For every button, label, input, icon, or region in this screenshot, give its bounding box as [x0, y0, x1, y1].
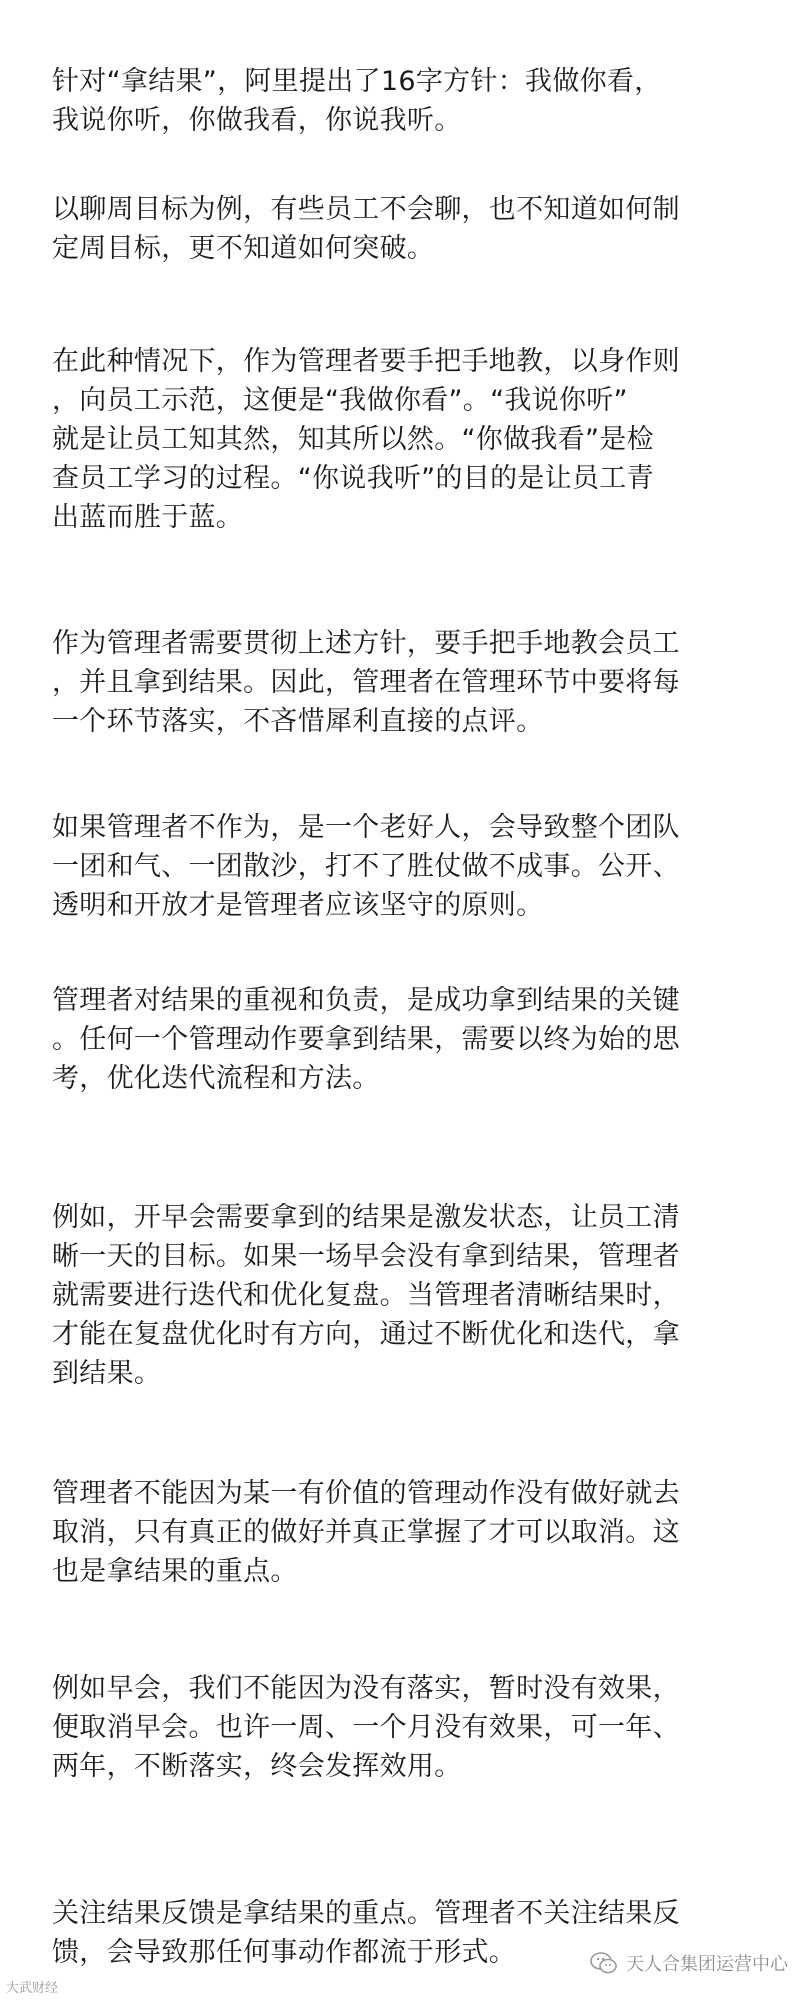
paragraph-7-line-3: 就需要进行迭代和优化复盘。当管理者清晰结果时， [52, 1280, 680, 1311]
paragraph-2-line-2: 定周目标，更不知道如何突破。 [52, 233, 435, 264]
paragraph-6-line-3: 考，优化迭代流程和方法。 [52, 1063, 380, 1094]
paragraph-6 [52, 981, 752, 1098]
paragraph-8 [52, 1474, 752, 1591]
paragraph-3-line-5: 出蓝而胜于蓝。 [52, 502, 244, 533]
paragraph-4 [52, 624, 752, 741]
paragraph-4-line-3: 一个环节落实，不吝惜犀利直接的点评。 [52, 706, 544, 737]
paragraph-2-line-1: 以聊周目标为例，有些员工不会聊，也不知道如何制 [52, 194, 680, 225]
paragraph-4-line-2: ，并且拿到结果。因此，管理者在管理环节中要将每 [52, 667, 680, 698]
paragraph-7-line-2: 晰一天的目标。如果一场早会没有拿到结果，管理者 [52, 1241, 680, 1272]
paragraph-9-line-1: 例如早会，我们不能因为没有落实，暂时没有效果， [52, 1673, 680, 1704]
watermark-right-text: 天人合集团运营中心 [626, 1954, 788, 1975]
paragraph-4-line-1: 作为管理者需要贯彻上述方针，要手把手地教会员工 [52, 628, 680, 659]
paragraph-3-line-4: 查员工学习的过程。“你说我听”的目的是让员工青 [52, 463, 654, 494]
paragraph-3-line-2: ，向员工示范，这便是“我做你看”。“我说你听” [52, 385, 628, 416]
paragraph-7 [52, 1198, 752, 1393]
paragraph-5-line-1: 如果管理者不作为，是一个老好人，会导致整个团队 [52, 812, 680, 843]
paragraph-3-line-3: 就是让员工知其然，知其所以然。“你做我看”是检 [52, 424, 654, 455]
paragraph-10-line-2: 馈，会导致那任何事动作都流于形式。 [52, 1937, 517, 1968]
paragraph-1-line-2: 我说你听，你做我看，你说我听。 [52, 105, 462, 136]
paragraph-8-line-2: 取消，只有真正的做好并真正掌握了才可以取消。这 [52, 1517, 680, 1548]
paragraph-3-line-1: 在此种情况下，作为管理者要手把手地教，以身作则 [52, 346, 680, 377]
watermark-left [6, 1977, 58, 1996]
paragraph-7-line-5: 到结果。 [52, 1358, 162, 1389]
paragraph-7-line-4: 才能在复盘优化时有方向，通过不断优化和迭代，拿 [52, 1319, 680, 1350]
paragraph-8-line-3: 也是拿结果的重点。 [52, 1556, 298, 1587]
paragraph-1-line-1: 针对“拿结果”，阿里提出了16字方针：我做你看， [52, 66, 662, 97]
paragraph-9-line-2: 便取消早会。也许一周、一个月没有效果，可一年、 [52, 1712, 680, 1743]
paragraph-2 [52, 190, 752, 268]
paragraph-7-line-1: 例如，开早会需要拿到的结果是激发状态，让员工清 [52, 1202, 680, 1233]
paragraph-8-line-1: 管理者不能因为某一有价值的管理动作没有做好就去 [52, 1478, 680, 1509]
paragraph-5-line-3: 透明和开放才是管理者应该坚守的原则。 [52, 890, 544, 921]
wechat-icon [590, 1951, 618, 1975]
paragraph-5-line-2: 一团和气、一团散沙，打不了胜仗做不成事。公开、 [52, 851, 680, 882]
paragraph-6-line-2: 。任何一个管理动作要拿到结果，需要以终为始的思 [52, 1024, 680, 1055]
paragraph-10-line-1: 关注结果反馈是拿结果的重点。管理者不关注结果反 [52, 1898, 680, 1929]
paragraph-5 [52, 808, 752, 925]
paragraph-6-line-1: 管理者对结果的重视和负责，是成功拿到结果的关键 [52, 985, 680, 1016]
watermark-right [590, 1950, 788, 1976]
watermark-left-text: 大武财经 [6, 1981, 59, 1996]
paragraph-3 [52, 342, 752, 537]
paragraph-9-line-3: 两年，不断落实，终会发挥效用。 [52, 1751, 462, 1782]
paragraph-1 [52, 62, 752, 140]
paragraph-9 [52, 1669, 752, 1786]
